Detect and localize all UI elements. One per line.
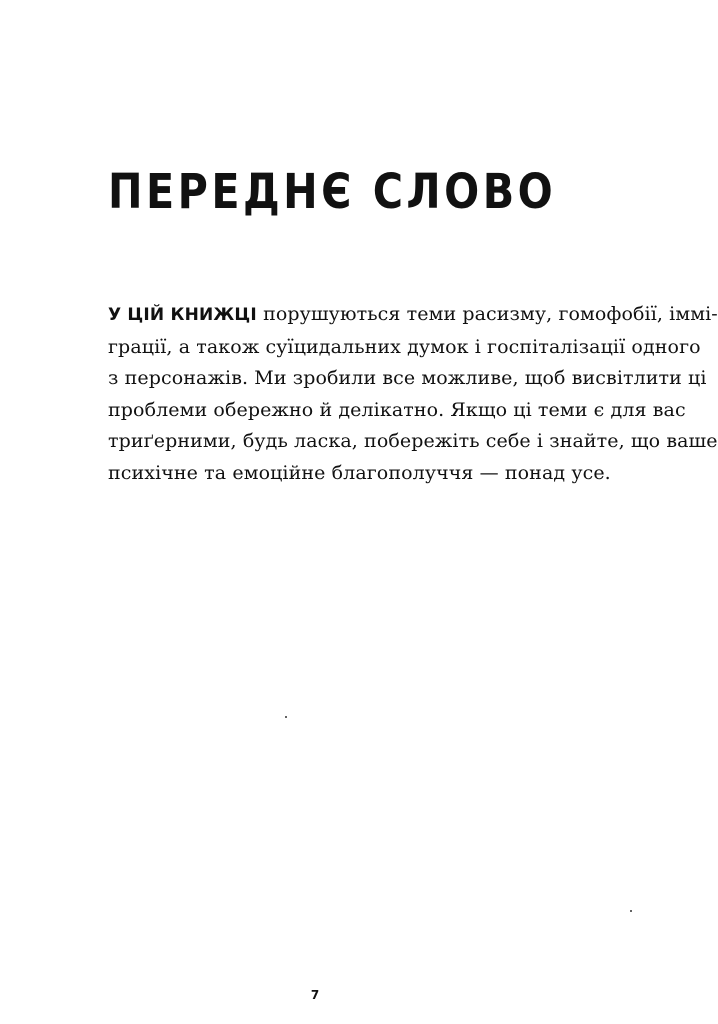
foreword-line-2: грації, а також суїцидальних думок і госпіталізації одного — [108, 335, 701, 358]
page-number: 7 — [310, 988, 320, 1002]
foreword-line-3: з персонажів. Ми зробили все можливе, щоб висвітлити ці — [108, 367, 707, 389]
foreword-line-4: проблеми обережно й делікатно. Якщо ці теми є для вас — [108, 398, 686, 421]
foreword-line-6: психічне та емоційне благополуччя — понад усе. — [108, 461, 611, 484]
foreword-paragraph — [108, 299, 718, 489]
page-title: ПЕРЕДНЄ СЛОВО — [108, 164, 557, 220]
paper-speck — [285, 716, 287, 718]
foreword-lead-in: У ЦІЙ КНИЖЦІ — [108, 305, 257, 325]
paper-speck — [630, 910, 632, 912]
foreword-line-1 — [108, 299, 718, 332]
foreword-line-5: триґерними, будь ласка, побережіть себе і знайте, що ваше — [108, 430, 718, 452]
foreword-line-1-text: порушуються теми расизму, гомофобії, іммі- — [256, 303, 718, 325]
